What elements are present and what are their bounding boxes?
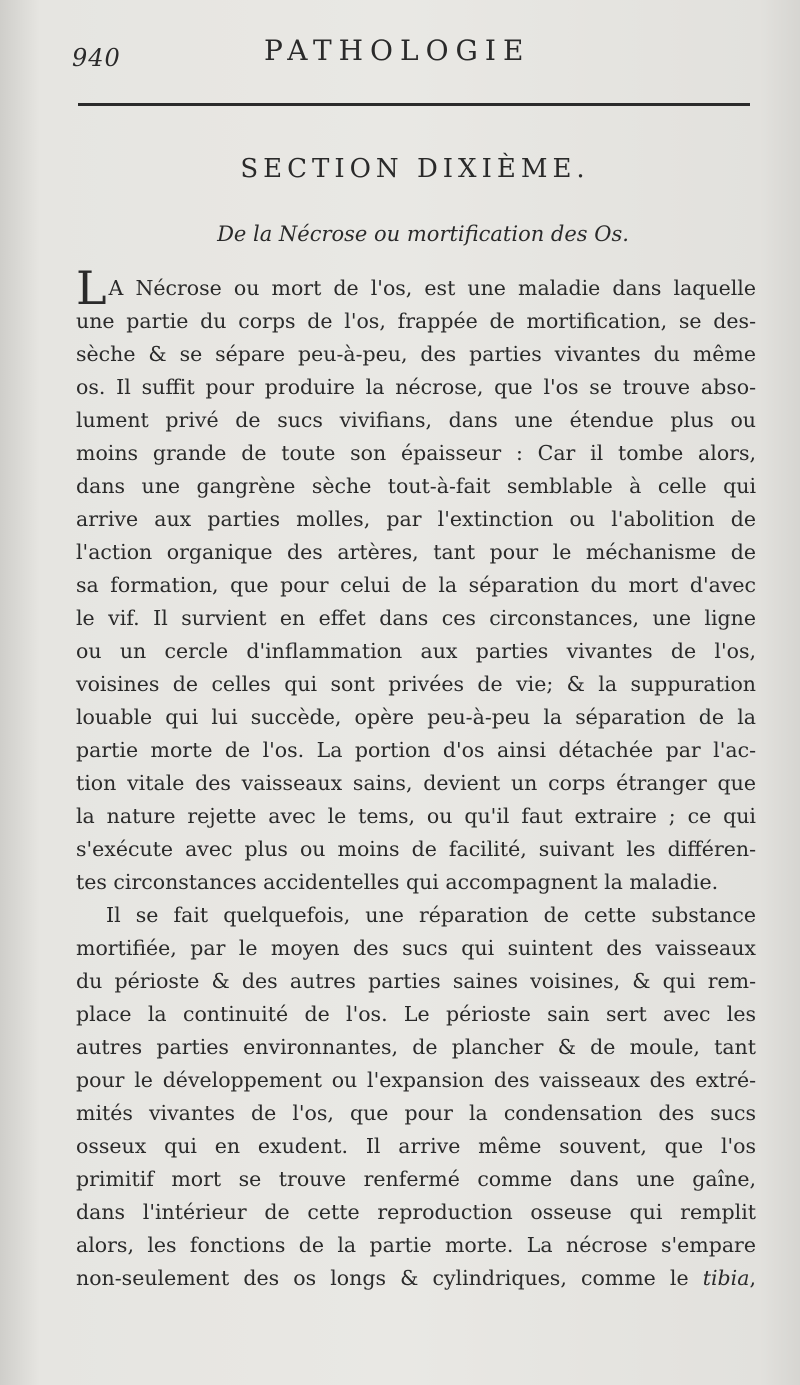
text-line: le vif. Il survient en effet dans ces circonstances, une ligne <box>76 606 756 630</box>
text-line: moins grande de toute son épaisseur : Car il tombe alors, <box>76 441 756 465</box>
text-line: la nature rejette avec le tems, ou qu'il faut extraire ; ce qui <box>76 804 756 828</box>
section-subtitle: De la Nécrose ou mortification des Os. <box>217 222 629 246</box>
text-line: osseux qui en exudent. Il arrive même souvent, que l'os <box>76 1134 756 1158</box>
text-line: une partie du corps de l'os, frappée de mortification, se des- <box>76 309 756 333</box>
text-line: l'action organique des artères, tant pour le méchanisme de <box>76 540 756 564</box>
text-line: LA Nécrose ou mort de l'os, est une maladie dans laquelle <box>76 261 756 315</box>
paragraph-1 <box>76 261 756 899</box>
body-text <box>76 261 756 1295</box>
text-line: sèche & se sépare peu-à-peu, des parties vivantes du même <box>76 342 756 366</box>
text-line: tion vitale des vaisseaux sains, devient un corps étranger que <box>76 771 756 795</box>
header-rule <box>78 103 750 106</box>
text-line: lument privé de sucs vivifians, dans une étendue plus ou <box>76 408 756 432</box>
text-line: s'exécute avec plus ou moins de facilité, suivant les différen- <box>76 837 756 861</box>
text-line: dans une gangrène sèche tout-à-fait semblable à celle qui <box>76 474 756 498</box>
paragraph-2 <box>76 899 756 1295</box>
italic-word: tibia <box>702 1266 750 1290</box>
page-number: 940 <box>72 44 121 72</box>
text-line: tes circonstances accidentelles qui accompagnent la maladie. <box>76 870 719 894</box>
running-head: PATHOLOGIE <box>264 34 531 67</box>
drop-cap: L <box>76 261 107 315</box>
text-line: alors, les fonctions de la partie morte. La nécrose s'empare <box>76 1233 756 1257</box>
text-line: Il se fait quelquefois, une réparation de cette substance <box>106 903 756 927</box>
text-line: autres parties environnantes, de plancher & de moule, tant <box>76 1035 756 1059</box>
text-line: mités vivantes de l'os, que pour la condensation des sucs <box>76 1101 756 1125</box>
text-line: os. Il suffit pour produire la nécrose, que l'os se trouve abso- <box>76 375 756 399</box>
text-line: mortifiée, par le moyen des sucs qui suintent des vaisseaux <box>76 936 756 960</box>
text-line: sa formation, que pour celui de la séparation du mort d'avec <box>76 573 756 597</box>
text-line: place la continuité de l'os. Le périoste sain sert avec les <box>76 1002 756 1026</box>
text-line: dans l'intérieur de cette reproduction osseuse qui remplit <box>76 1200 756 1224</box>
section-title: SECTION DIXIÈME. <box>240 154 590 184</box>
text-line: primitif mort se trouve renfermé comme dans une gaîne, <box>76 1167 756 1191</box>
text-line: arrive aux parties molles, par l'extinction ou l'abolition de <box>76 507 756 531</box>
text-line: louable qui lui succède, opère peu-à-peu la séparation de la <box>76 705 756 729</box>
text-line: voisines de celles qui sont privées de vie; & la suppuration <box>76 672 756 696</box>
text-line: ou un cercle d'inflammation aux parties vivantes de l'os, <box>76 639 756 663</box>
text-line: pour le développement ou l'expansion des vaisseaux des extré- <box>76 1068 756 1092</box>
text-line: partie morte de l'os. La portion d'os ainsi détachée par l'ac- <box>76 738 756 762</box>
text-line: du périoste & des autres parties saines voisines, & qui rem- <box>76 969 756 993</box>
text-line: non-seulement des os longs & cylindriques, comme le tibia, <box>76 1266 756 1290</box>
